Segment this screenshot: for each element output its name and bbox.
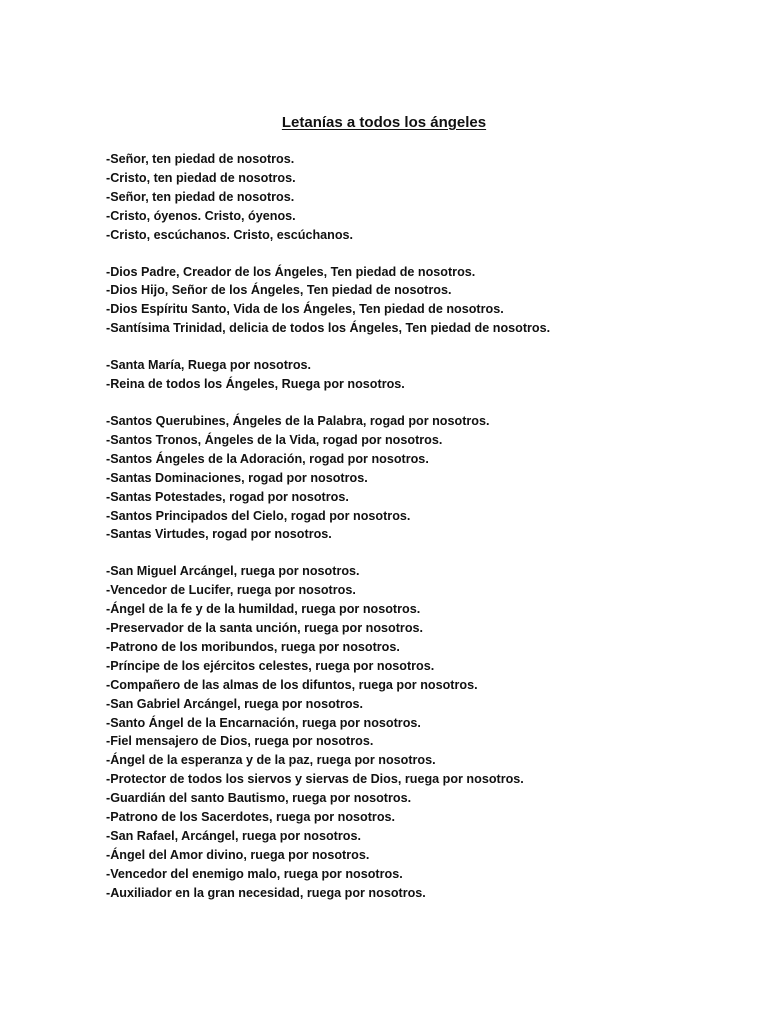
litany-line: -Auxiliador en la gran necesidad, ruega por nosotros.: [106, 885, 426, 900]
litany-line: -Santas Potestades, rogad por nosotros.: [106, 489, 349, 504]
litany-line: -Dios Padre, Creador de los Ángeles, Ten piedad de nosotros.: [106, 264, 476, 279]
litany-line: -Santos Tronos, Ángeles de la Vida, rogad por nosotros.: [106, 432, 443, 447]
litany-line: -Cristo, óyenos. Cristo, óyenos.: [106, 208, 296, 223]
invocation-group-archangels: [106, 562, 746, 902]
litany-line: -Príncipe de los ejércitos celestes, ruega por nosotros.: [106, 658, 435, 673]
litany-line: -Protector de todos los siervos y siervas de Dios, ruega por nosotros.: [106, 772, 524, 787]
litany-line: -Ángel del Amor divino, ruega por nosotros.: [106, 847, 370, 862]
litany-body: [106, 150, 746, 921]
litany-line: -Preservador de la santa unción, ruega por nosotros.: [106, 621, 424, 636]
litany-line: -Guardián del santo Bautismo, ruega por nosotros.: [106, 791, 412, 806]
litany-line: -Señor, ten piedad de nosotros.: [106, 189, 295, 204]
litany-line: -Santas Virtudes, rogad por nosotros.: [106, 527, 332, 542]
invocation-group-trinity: [106, 263, 746, 339]
litany-line: -Vencedor del enemigo malo, ruega por nosotros.: [106, 866, 403, 881]
invocation-group-kyrie: [106, 150, 746, 245]
litany-line: -Cristo, escúchanos. Cristo, escúchanos.: [106, 227, 354, 242]
litany-line: -Santos Querubines, Ángeles de la Palabra, rogad por nosotros.: [106, 413, 490, 428]
invocation-group-choirs: [106, 412, 746, 544]
litany-line: -Fiel mensajero de Dios, ruega por nosotros.: [106, 734, 374, 749]
litany-line: -Dios Hijo, Señor de los Ángeles, Ten piedad de nosotros.: [106, 283, 452, 298]
litany-line: -Ángel de la fe y de la humildad, ruega por nosotros.: [106, 602, 421, 617]
litany-line: -San Gabriel Arcángel, ruega por nosotros.: [106, 696, 364, 711]
litany-line: -Santa María, Ruega por nosotros.: [106, 358, 312, 373]
litany-line: -Santo Ángel de la Encarnación, ruega por nosotros.: [106, 715, 421, 730]
invocation-group-mary: [106, 356, 746, 394]
litany-line: -Dios Espíritu Santo, Vida de los Ángeles, Ten piedad de nosotros.: [106, 302, 504, 317]
litany-line: -Santos Principados del Cielo, rogad por nosotros.: [106, 508, 411, 523]
litany-line: -Santos Ángeles de la Adoración, rogad por nosotros.: [106, 451, 429, 466]
litany-line: -Vencedor de Lucifer, ruega por nosotros.: [106, 583, 356, 598]
litany-line: -Santas Dominaciones, rogad por nosotros.: [106, 470, 368, 485]
litany-line: -San Rafael, Arcángel, ruega por nosotros.: [106, 829, 361, 843]
document-title: Letanías a todos los ángeles: [281, 114, 487, 131]
litany-line: -Cristo, ten piedad de nosotros.: [106, 170, 296, 185]
litany-line: -Patrono de los Sacerdotes, ruega por nosotros.: [106, 810, 396, 825]
litany-line: -Compañero de las almas de los difuntos, ruega por nosotros.: [106, 677, 478, 692]
litany-line: -Reina de todos los Ángeles, Ruega por nosotros.: [106, 377, 405, 392]
litany-line: -Santísima Trinidad, delicia de todos los Ángeles, Ten piedad de nosotros.: [106, 321, 551, 336]
litany-line: -San Miguel Arcángel, ruega por nosotros.: [106, 564, 360, 579]
litany-line: -Patrono de los moribundos, ruega por nosotros.: [106, 639, 400, 654]
litany-line: -Señor, ten piedad de nosotros.: [106, 152, 295, 166]
litany-line: -Ángel de la esperanza y de la paz, ruega por nosotros.: [106, 753, 436, 768]
